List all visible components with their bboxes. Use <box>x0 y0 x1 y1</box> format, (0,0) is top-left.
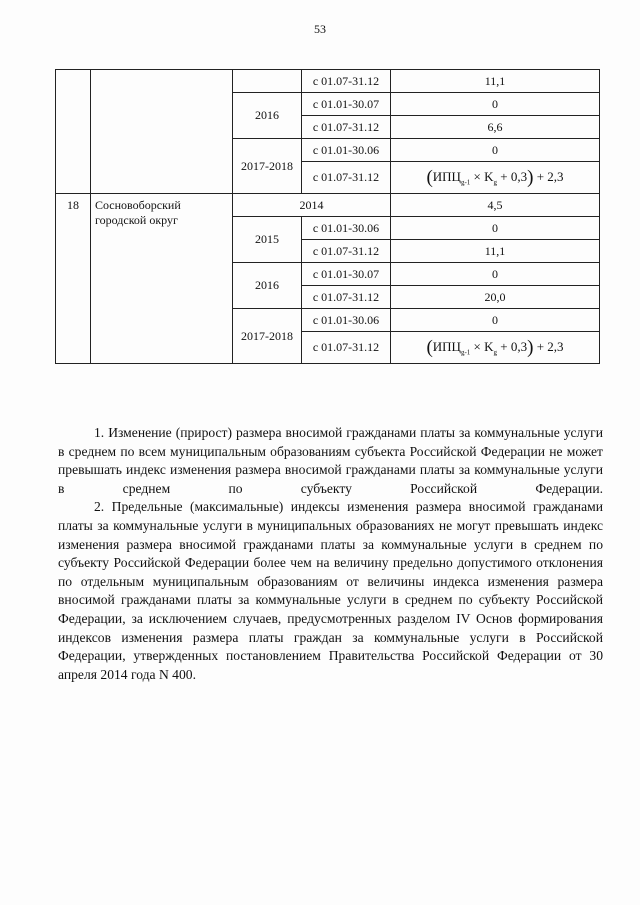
value-cell: 6,6 <box>391 116 600 139</box>
value-cell: 20,0 <box>391 286 600 309</box>
period-cell: с 01.07-31.12 <box>302 286 391 309</box>
period-cell: с 01.07-31.12 <box>302 116 391 139</box>
value-cell: 0 <box>391 139 600 162</box>
value-cell: 0 <box>391 93 600 116</box>
period-cell: с 01.01-30.06 <box>302 139 391 162</box>
row-number-cell: 18 <box>56 194 91 364</box>
formula-cell <box>391 332 600 364</box>
table-row <box>56 70 600 93</box>
index-table <box>55 69 600 364</box>
municipality-cell: Сосновоборский городской округ <box>91 194 233 364</box>
year-cell: 2016 <box>233 263 302 309</box>
value-cell: 0 <box>391 309 600 332</box>
period-cell: с 01.01-30.06 <box>302 217 391 240</box>
year-cell: 2016 <box>233 93 302 139</box>
municipality-cell <box>91 70 233 194</box>
period-cell: с 01.01-30.07 <box>302 263 391 286</box>
formula-cell <box>391 162 600 194</box>
year-cell: 2017-2018 <box>233 309 302 364</box>
value-cell: 0 <box>391 263 600 286</box>
period-cell: с 01.07-31.12 <box>302 70 391 93</box>
period-cell: с 01.01-30.06 <box>302 309 391 332</box>
year-cell <box>233 70 302 93</box>
year-cell: 2015 <box>233 217 302 263</box>
value-cell: 11,1 <box>391 240 600 263</box>
index-formula: $(ИПЦ_{g-1} \times K_g + 0,3) + 2,3$ <box>426 336 564 358</box>
body-text <box>58 424 603 684</box>
paragraph-1: 1. Изменение (прирост) размера вносимой гражданами платы за коммунальные услуги в среднем по всем муниципальным образованиям субъекта Российской Федерации не может превышать индекс изменения размера вносимой гражданами платы за коммунальные услуги в среднем по субъекту Российской Федерации. <box>58 425 603 496</box>
index-formula: $(ИПЦ_{g-1} \times K_g + 0,3) + 2,3$ <box>426 166 564 188</box>
paragraph-2: 2. Предельные (максимальные) индексы изменения размера вносимой гражданами платы за коммунальные услуги в муниципальных образованиях не могут превышать индекс изменения размера вносимой гражданами платы за коммунальные услуги в среднем по субъекту Российской Федерации более чем на величину предельно допустимого отклонения по отдельным муниципальным образованиям от величины индекса изменения размера вносимой гражданами платы за коммунальные услуги в среднем по субъекту Российской Федерации, за исключением случаев, предусмотренных разделом IV Основ формирования индексов изменения размера платы граждан за коммунальные услуги в Российской Федерации, утвержденных постановлением Правительства Российской Федерации от 30 апреля 2014 года N 400. <box>58 499 603 682</box>
value-cell: 11,1 <box>391 70 600 93</box>
value-cell: 0 <box>391 217 600 240</box>
value-cell: 4,5 <box>391 194 600 217</box>
row-number-cell <box>56 70 91 194</box>
period-cell: с 01.01-30.07 <box>302 93 391 116</box>
year-cell: 2017-2018 <box>233 139 302 194</box>
table-row <box>56 194 600 217</box>
period-cell: с 01.07-31.12 <box>302 162 391 194</box>
year-cell: 2014 <box>233 194 391 217</box>
page-number: 53 <box>314 22 326 36</box>
period-cell: с 01.07-31.12 <box>302 240 391 263</box>
period-cell: с 01.07-31.12 <box>302 332 391 364</box>
